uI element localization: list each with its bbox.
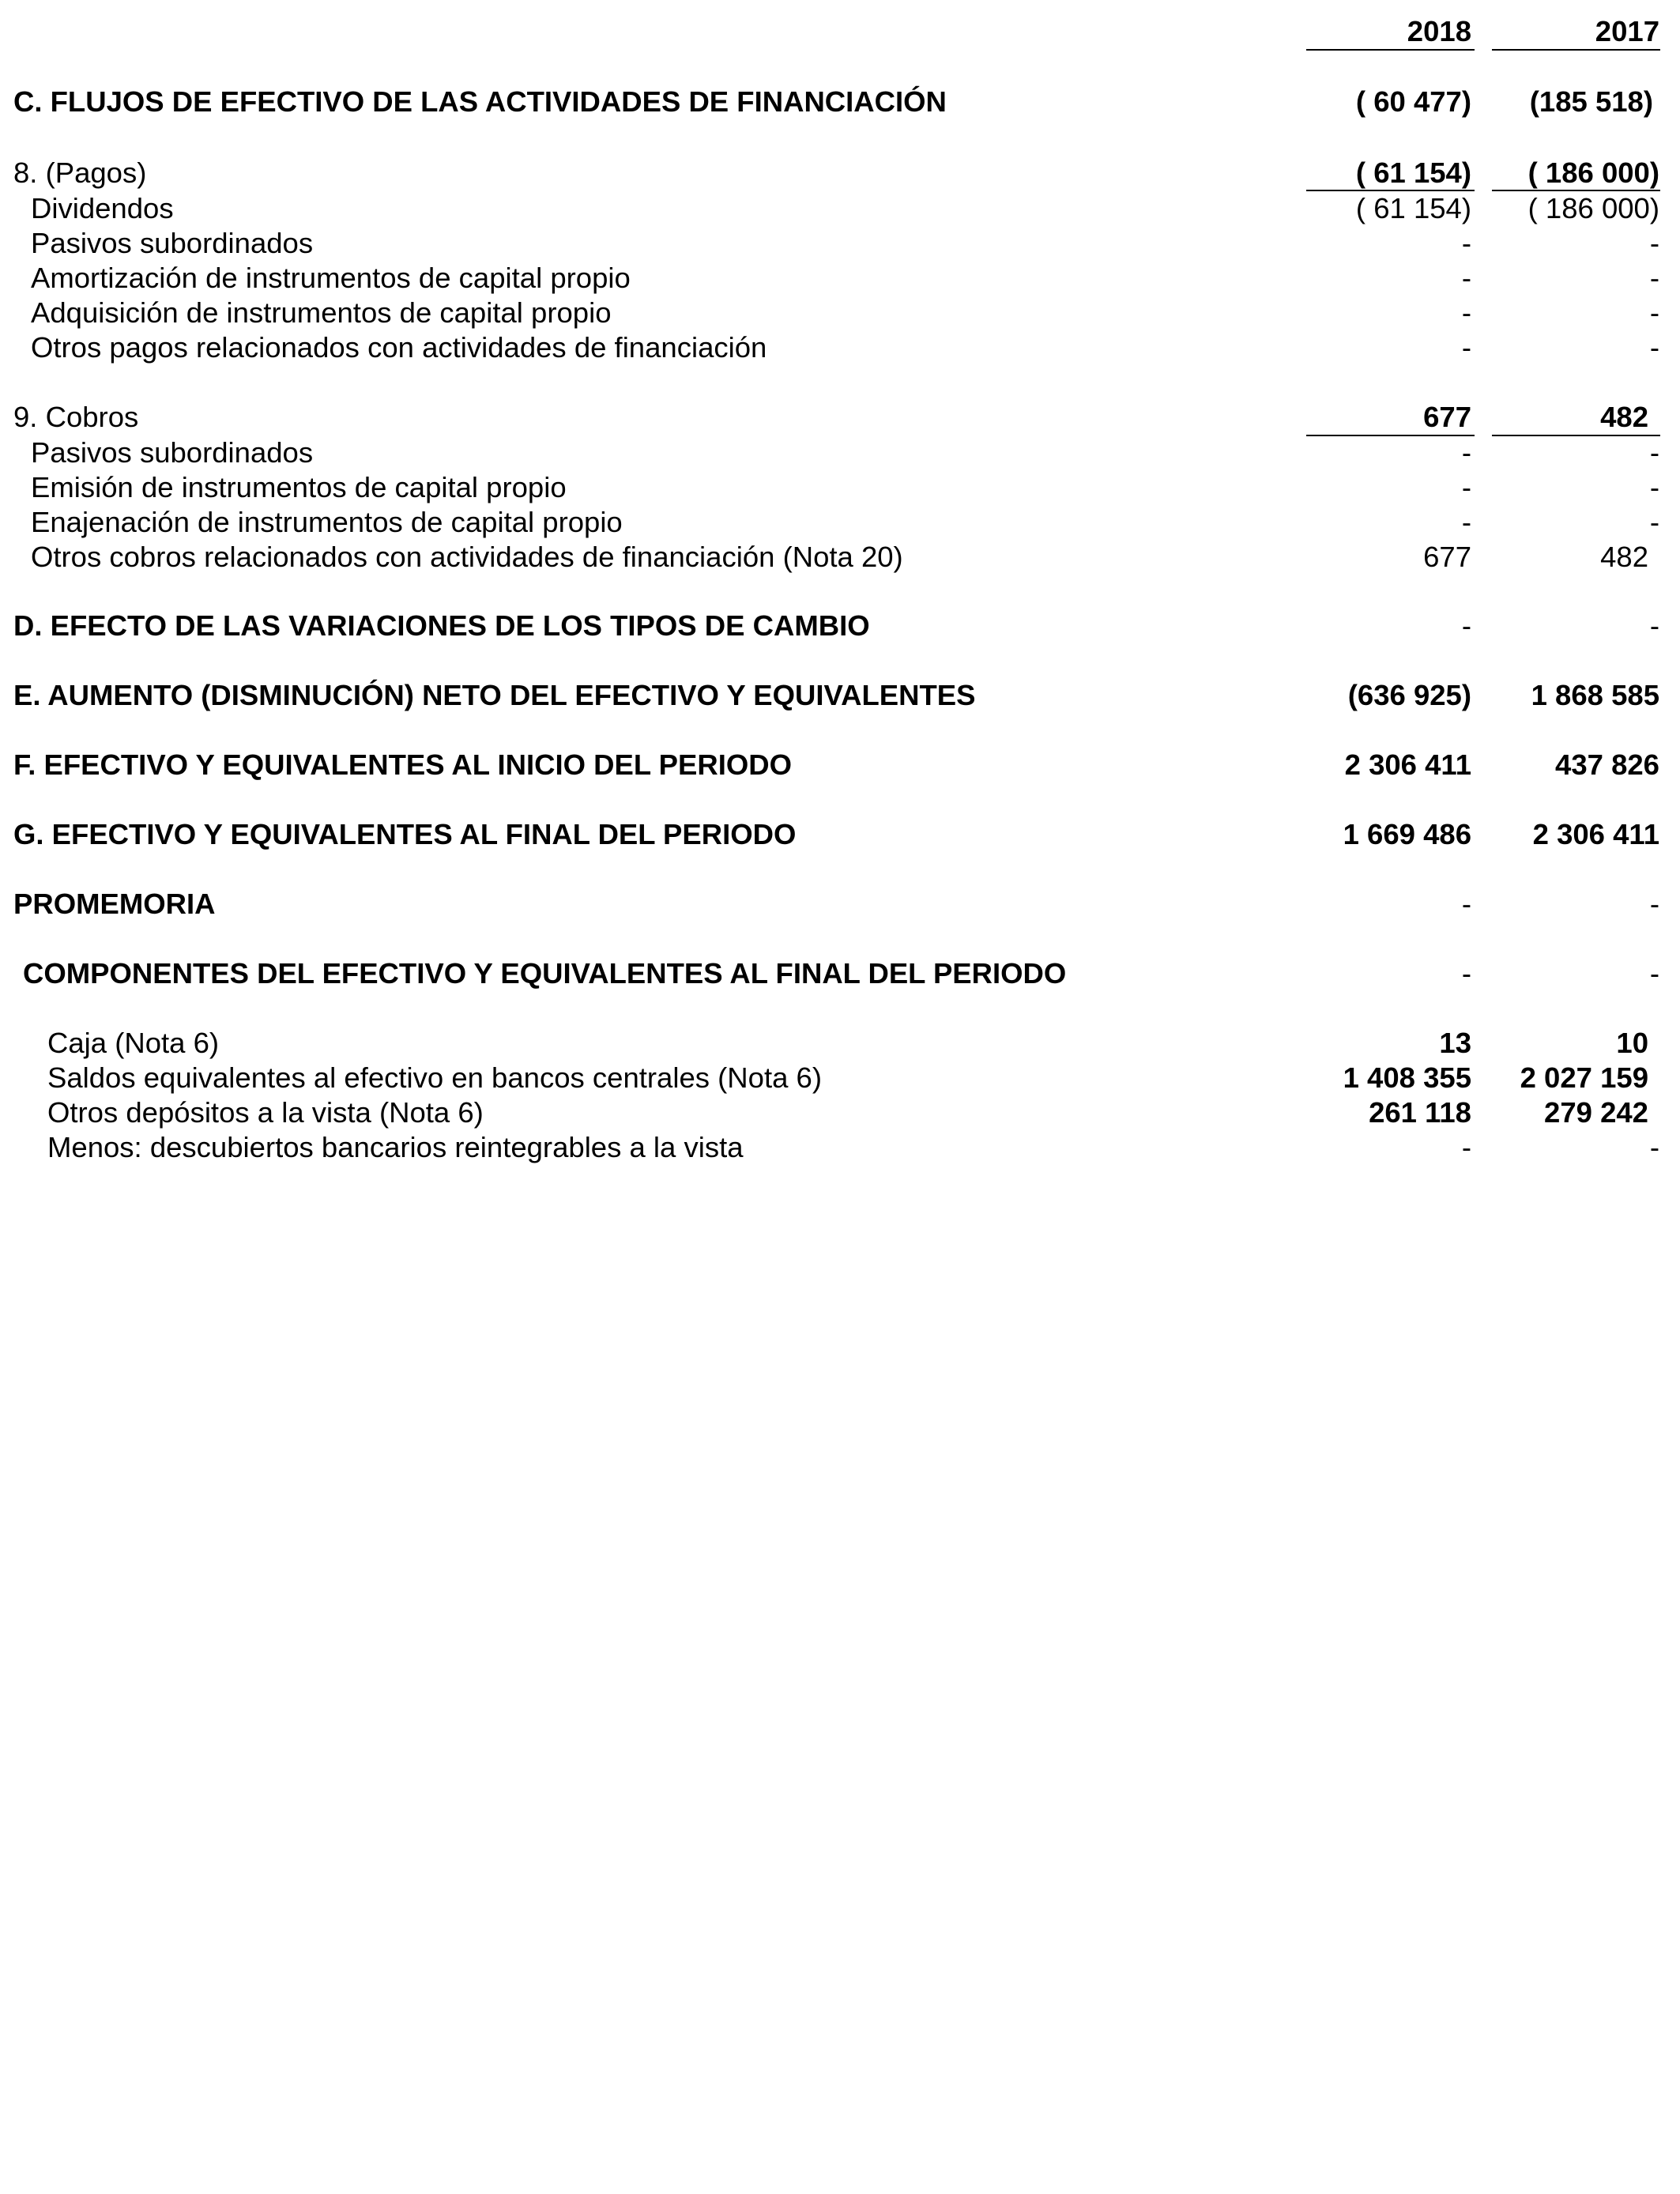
cobros-item-2017: - (1649, 436, 1659, 469)
header-underline-2017 (1492, 49, 1660, 51)
cobros-item-row (0, 435, 1680, 470)
pagos-item-2018: - (1461, 262, 1471, 294)
componentes-item-2018: 261 118 (1369, 1096, 1471, 1129)
componentes-row (0, 956, 1680, 991)
section-e-2017: 1 868 585 (1531, 679, 1659, 711)
componentes-item-row (0, 1061, 1680, 1095)
section-f-row (0, 748, 1680, 782)
cobros-item-label: Otros cobros relacionados con actividades de financiación (Nota 20) (31, 541, 903, 573)
section-d-2018: - (1461, 609, 1471, 642)
section-f-2018: 2 306 411 (1344, 748, 1471, 781)
componentes-title: COMPONENTES DEL EFECTIVO Y EQUIVALENTES AL FINAL DEL PERIODO (23, 957, 1067, 990)
componentes-item-2017: 2 027 159 (1520, 1061, 1648, 1094)
pagos-item-2017: - (1649, 296, 1659, 329)
componentes-item-2018: 1 408 355 (1343, 1061, 1471, 1094)
cobros-title: 9. Cobros (13, 401, 139, 433)
componentes-item-2018: - (1461, 1131, 1471, 1163)
componentes-item-label: Caja (Nota 6) (47, 1027, 220, 1059)
promemoria-title: PROMEMORIA (13, 888, 216, 920)
componentes-2017: - (1649, 957, 1659, 990)
section-d-2017: - (1649, 609, 1659, 642)
promemoria-row (0, 887, 1680, 922)
pagos-item-label: Otros pagos relacionados con actividades de financiación (31, 331, 767, 364)
cobros-item-2018: - (1461, 436, 1471, 469)
cobros-item-2017: - (1649, 471, 1659, 503)
pagos-item-2017: - (1649, 331, 1659, 364)
column-header-row (0, 14, 1680, 49)
pagos-item-label: Adquisición de instrumentos de capital propio (31, 296, 612, 329)
cobros-2018: 677 (1423, 401, 1471, 433)
componentes-item-row (0, 1130, 1680, 1165)
pagos-item-2017: - (1649, 262, 1659, 294)
section-g-row (0, 817, 1680, 852)
cobros-item-label: Enajenación de instrumentos de capital propio (31, 506, 623, 538)
section-c-2018: ( 60 477) (1355, 85, 1471, 118)
cobros-item-row (0, 470, 1680, 505)
cobros-item-label: Pasivos subordinados (31, 436, 314, 469)
cobros-2017: 482 (1600, 401, 1648, 433)
promemoria-2018: - (1461, 888, 1471, 920)
componentes-item-2017: 10 (1616, 1027, 1648, 1059)
section-e-row (0, 678, 1680, 713)
componentes-item-label: Saldos equivalentes al efectivo en bancos centrales (Nota 6) (47, 1061, 822, 1094)
pagos-2017: ( 186 000) (1527, 156, 1659, 189)
componentes-item-2018: 13 (1439, 1027, 1471, 1059)
componentes-item-2017: 279 242 (1544, 1096, 1648, 1129)
section-e-2018: (636 925) (1347, 679, 1471, 711)
header-underline-2018 (1306, 49, 1475, 51)
pagos-item-2017: - (1649, 227, 1659, 259)
section-g-title: G. EFECTIVO Y EQUIVALENTES AL FINAL DEL PERIODO (13, 818, 797, 850)
section-c-title: C. FLUJOS DE EFECTIVO DE LAS ACTIVIDADES DE FINANCIACIÓN (13, 85, 947, 118)
cobros-item-row (0, 505, 1680, 540)
section-f-title: F. EFECTIVO Y EQUIVALENTES AL INICIO DEL PERIODO (13, 748, 792, 781)
section-d-title: D. EFECTO DE LAS VARIACIONES DE LOS TIPOS DE CAMBIO (13, 609, 870, 642)
section-c-row (0, 85, 1680, 119)
section-d-row (0, 609, 1680, 643)
pagos-item-label: Pasivos subordinados (31, 227, 314, 259)
pagos-title: 8. (Pagos) (13, 156, 147, 189)
componentes-2018: - (1461, 957, 1471, 990)
cobros-item-row (0, 540, 1680, 575)
pagos-item-2018: - (1461, 227, 1471, 259)
pagos-item-row (0, 296, 1680, 330)
section-f-2017: 437 826 (1555, 748, 1659, 781)
pagos-item-row (0, 330, 1680, 365)
pagos-item-2018: ( 61 154) (1355, 192, 1471, 224)
year-2018-header: 2018 (1407, 15, 1471, 47)
pagos-item-row (0, 261, 1680, 296)
componentes-item-row (0, 1026, 1680, 1061)
section-e-title: E. AUMENTO (DISMINUCIÓN) NETO DEL EFECTIVO Y EQUIVALENTES (13, 679, 976, 711)
pagos-item-2018: - (1461, 296, 1471, 329)
pagos-item-label: Dividendos (31, 192, 174, 224)
section-g-2018: 1 669 486 (1343, 818, 1471, 850)
cobros-item-2018: 677 (1423, 541, 1471, 573)
pagos-item-row (0, 191, 1680, 226)
cobros-subtotal-row (0, 400, 1680, 435)
componentes-item-2017: - (1649, 1131, 1659, 1163)
promemoria-2017: - (1649, 888, 1659, 920)
cobros-item-2017: - (1649, 506, 1659, 538)
pagos-item-label: Amortización de instrumentos de capital propio (31, 262, 631, 294)
pagos-item-2017: ( 186 000) (1527, 192, 1659, 224)
cobros-item-2017: 482 (1600, 541, 1648, 573)
pagos-item-row (0, 226, 1680, 261)
cobros-item-2018: - (1461, 506, 1471, 538)
pagos-subtotal-row (0, 156, 1680, 190)
cobros-item-2018: - (1461, 471, 1471, 503)
componentes-item-label: Otros depósitos a la vista (Nota 6) (47, 1096, 484, 1129)
pagos-item-2018: - (1461, 331, 1471, 364)
section-g-2017: 2 306 411 (1532, 818, 1659, 850)
year-2017-header: 2017 (1595, 15, 1659, 47)
componentes-item-label: Menos: descubiertos bancarios reintegrables a la vista (47, 1131, 744, 1163)
componentes-item-row (0, 1095, 1680, 1130)
section-c-2017: (185 518) (1529, 85, 1653, 118)
pagos-2018: ( 61 154) (1355, 156, 1471, 189)
cobros-item-label: Emisión de instrumentos de capital propio (31, 471, 567, 503)
